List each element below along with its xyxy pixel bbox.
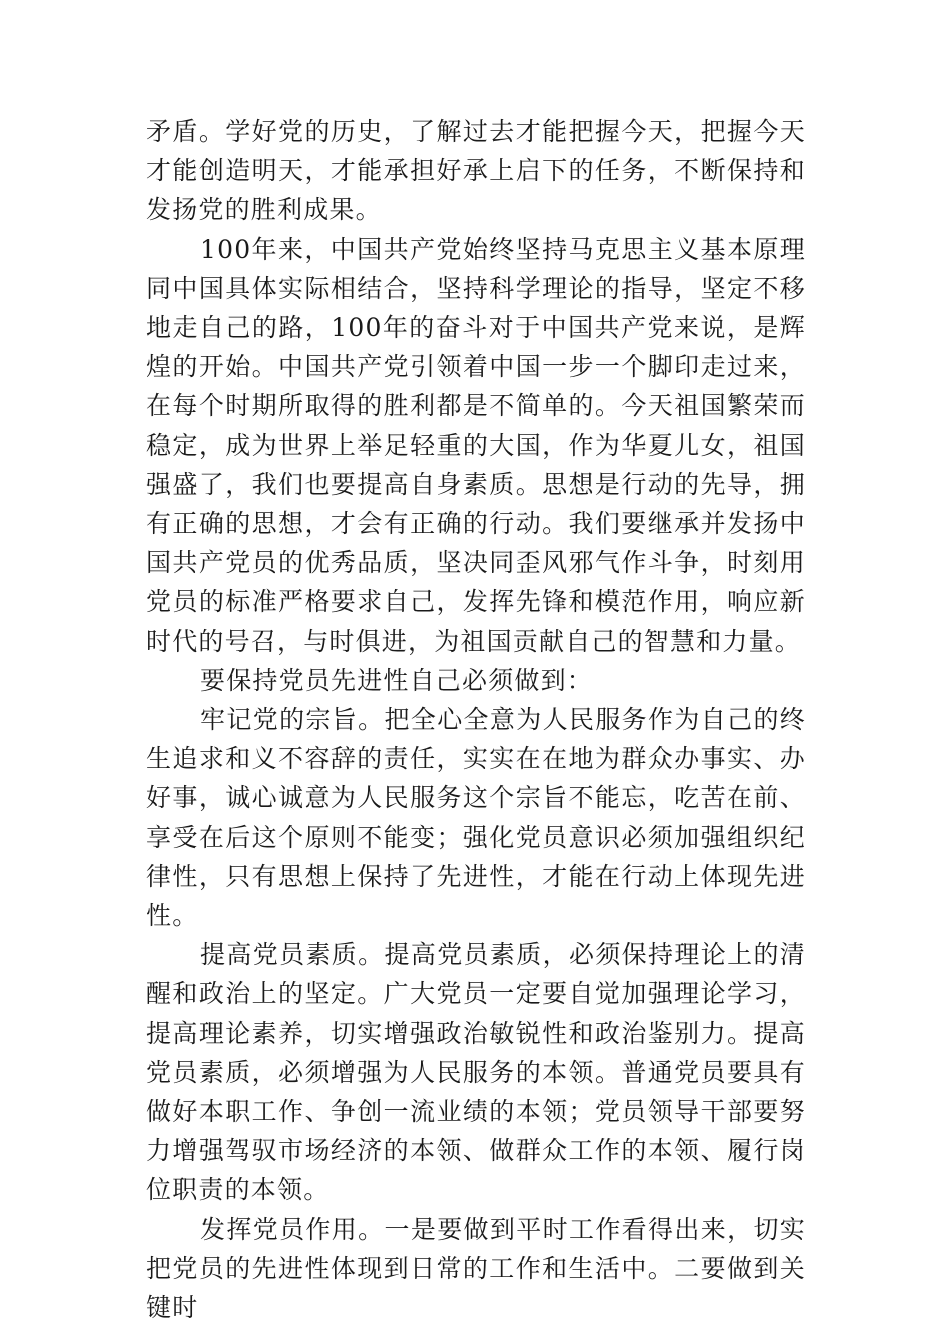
paragraph-requirements-intro: 要保持党员先进性自己必须做到： bbox=[200, 665, 594, 695]
paragraph-centenary: 100年来，中国共产党始终坚持马克思主义基本原理同中国具体实际相结合，坚持科学理论的指导，坚定不移地走自己的路，100年的奋斗对于中国共产党来说，是辉煌的开始。中国共产党引领着中国一步一个脚印走过来，在每个时期所取得的胜利都是不简单的。今天祖国繁荣而稳定，成为世界上举足轻重的大国，作为华夏儿女，祖国强盛了，我们也要提高自身素质。思想是行动的先导，拥有正确的思想，才会有正确的行动。我们要继承并发扬中国共产党员的优秀品质，坚决同歪风邪气作斗争，时刻用党员的标准严格要求自己，发挥先锋和模范作用，响应新时代的号召，与时俱进，为祖国贡献自己的智慧和力量。 bbox=[146, 234, 806, 656]
document-body bbox=[146, 112, 806, 1327]
paragraph-continuation: 矛盾。学好党的历史，了解过去才能把握今天，把握今天才能创造明天，才能承担好承上启下的任务，不断保持和发扬党的胜利成果。 bbox=[146, 117, 806, 225]
paragraph-member-quality: 提高党员素质。提高党员素质，必须保持理论上的清醒和政治上的坚定。广大党员一定要自觉加强理论学习，提高理论素养，切实增强政治敏锐性和政治鉴别力。提高党员素质，必须增强为人民服务的本领。普通党员要具有做好本职工作、争创一流业绩的本领；党员领导干部要努力增强驾驭市场经济的本领、做群众工作的本领、履行岗位职责的本领。 bbox=[146, 940, 806, 1205]
paragraph-party-purpose: 牢记党的宗旨。把全心全意为人民服务作为自己的终生追求和义不容辞的责任，实实在在地为群众办事实、办好事，诚心诚意为人民服务这个宗旨不能忘，吃苦在前、享受在后这个原则不能变；强化党员意识必须加强组织纪律性，只有思想上保持了先进性，才能在行动上体现先进性。 bbox=[146, 705, 806, 931]
paragraph-member-role: 发挥党员作用。一是要做到平时工作看得出来，切实把党员的先进性体现到日常的工作和生活中。二要做到关键时 bbox=[146, 1214, 806, 1323]
